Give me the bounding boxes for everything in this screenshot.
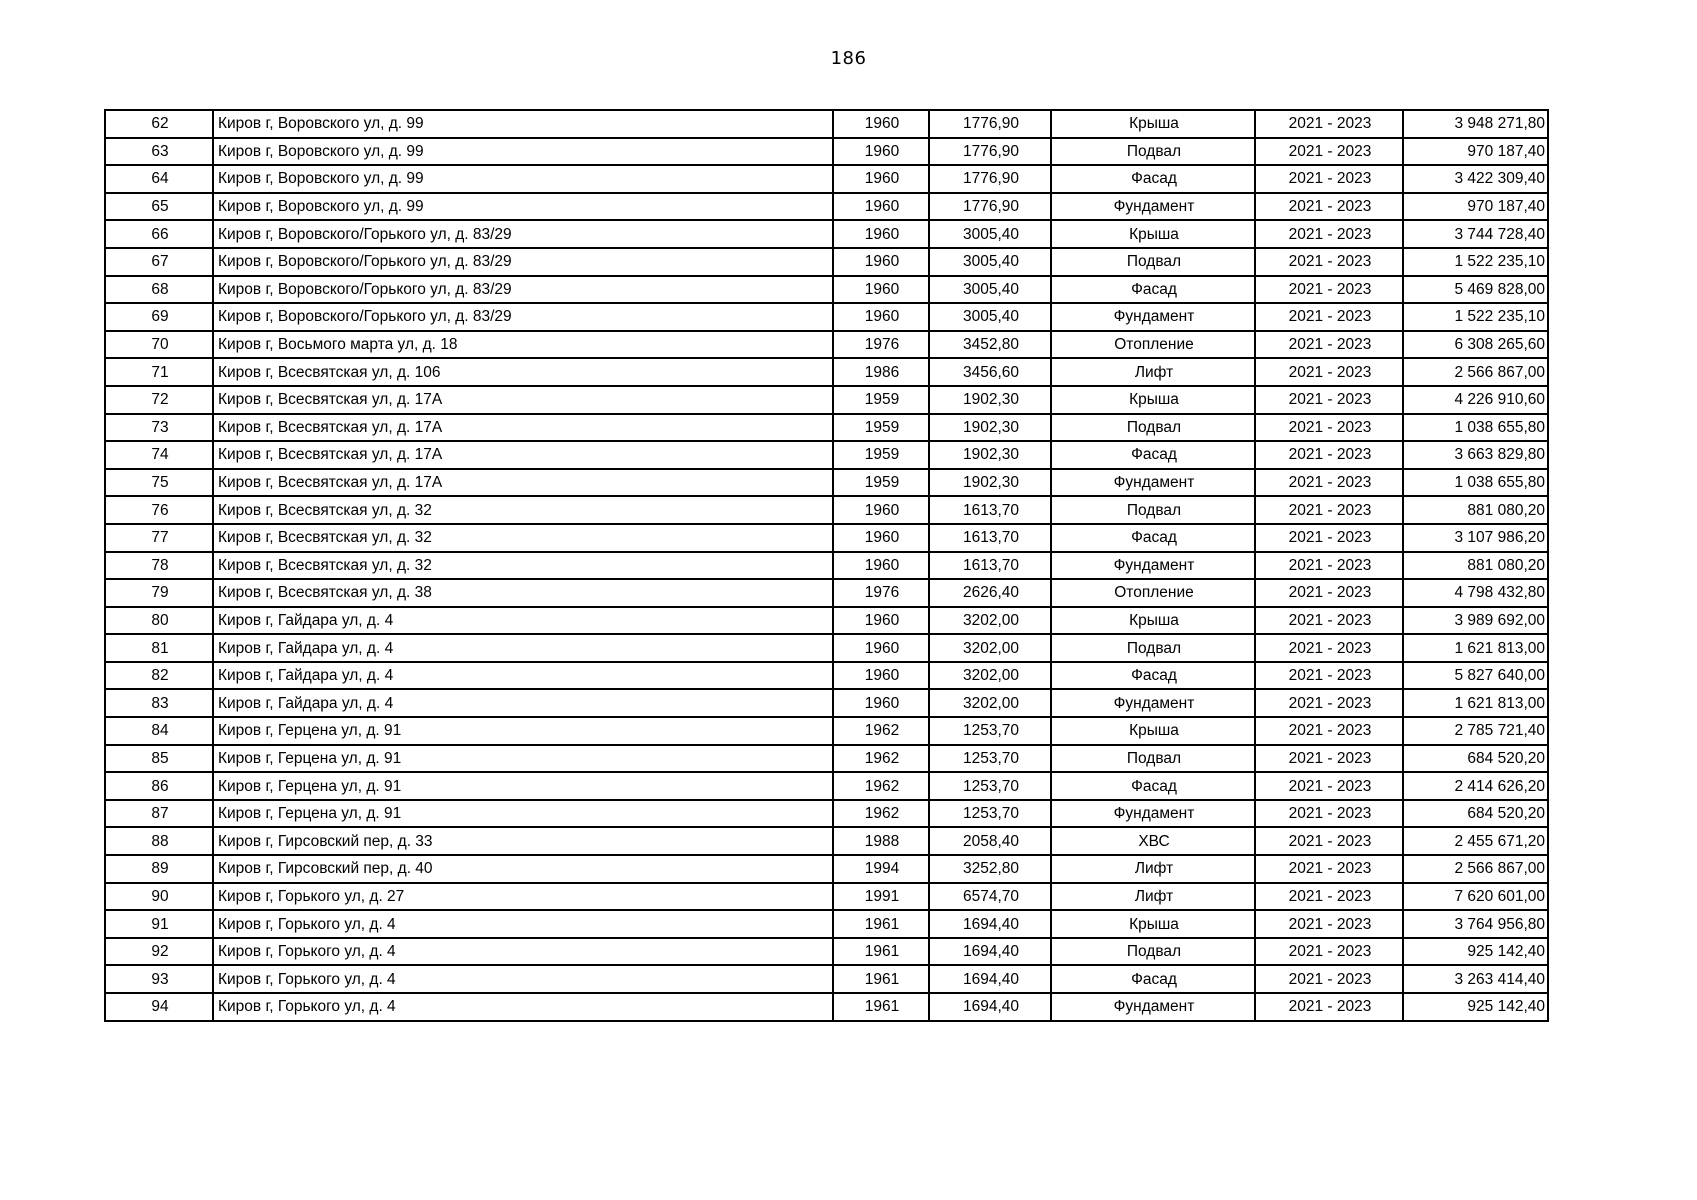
build-year-cell: 1994 xyxy=(833,855,929,883)
area-cell: 1694,40 xyxy=(929,910,1051,938)
cost-cell: 4 798 432,80 xyxy=(1403,579,1548,607)
build-year-cell: 1960 xyxy=(833,689,929,717)
period-cell: 2021 - 2023 xyxy=(1255,800,1403,828)
row-number-cell: 69 xyxy=(105,303,213,331)
period-cell: 2021 - 2023 xyxy=(1255,331,1403,359)
area-cell: 1776,90 xyxy=(929,193,1051,221)
table-row xyxy=(105,579,1548,607)
period-cell: 2021 - 2023 xyxy=(1255,276,1403,304)
row-number-cell: 72 xyxy=(105,386,213,414)
period-cell: 2021 - 2023 xyxy=(1255,634,1403,662)
address-cell: Киров г, Гирсовский пер, д. 33 xyxy=(213,827,833,855)
period-cell: 2021 - 2023 xyxy=(1255,469,1403,497)
row-number-cell: 63 xyxy=(105,138,213,166)
address-cell: Киров г, Воровского/Горького ул, д. 83/29 xyxy=(213,220,833,248)
area-cell: 1613,70 xyxy=(929,524,1051,552)
table-row xyxy=(105,855,1548,883)
work-type-cell: Фасад xyxy=(1051,524,1255,552)
table-row xyxy=(105,496,1548,524)
row-number-cell: 83 xyxy=(105,689,213,717)
build-year-cell: 1962 xyxy=(833,800,929,828)
work-type-cell: Фасад xyxy=(1051,165,1255,193)
area-cell: 1776,90 xyxy=(929,110,1051,138)
row-number-cell: 68 xyxy=(105,276,213,304)
row-number-cell: 88 xyxy=(105,827,213,855)
work-type-cell: Крыша xyxy=(1051,910,1255,938)
cost-cell: 925 142,40 xyxy=(1403,938,1548,966)
table-row xyxy=(105,441,1548,469)
address-cell: Киров г, Всесвятская ул, д. 38 xyxy=(213,579,833,607)
work-type-cell: Подвал xyxy=(1051,414,1255,442)
cost-cell: 684 520,20 xyxy=(1403,800,1548,828)
row-number-cell: 79 xyxy=(105,579,213,607)
area-cell: 1253,70 xyxy=(929,745,1051,773)
table-row xyxy=(105,331,1548,359)
period-cell: 2021 - 2023 xyxy=(1255,165,1403,193)
table-row xyxy=(105,745,1548,773)
build-year-cell: 1960 xyxy=(833,634,929,662)
cost-cell: 4 226 910,60 xyxy=(1403,386,1548,414)
cost-cell: 5 827 640,00 xyxy=(1403,662,1548,690)
build-year-cell: 1962 xyxy=(833,717,929,745)
work-type-cell: Фасад xyxy=(1051,276,1255,304)
cost-cell: 1 522 235,10 xyxy=(1403,248,1548,276)
period-cell: 2021 - 2023 xyxy=(1255,827,1403,855)
row-number-cell: 86 xyxy=(105,772,213,800)
cost-cell: 970 187,40 xyxy=(1403,193,1548,221)
address-cell: Киров г, Всесвятская ул, д. 32 xyxy=(213,552,833,580)
work-type-cell: ХВС xyxy=(1051,827,1255,855)
build-year-cell: 1961 xyxy=(833,993,929,1021)
area-cell: 3005,40 xyxy=(929,248,1051,276)
work-type-cell: Фундамент xyxy=(1051,689,1255,717)
work-type-cell: Лифт xyxy=(1051,358,1255,386)
work-type-cell: Крыша xyxy=(1051,220,1255,248)
area-cell: 1902,30 xyxy=(929,414,1051,442)
table-row xyxy=(105,276,1548,304)
area-cell: 3202,00 xyxy=(929,607,1051,635)
address-cell: Киров г, Гирсовский пер, д. 40 xyxy=(213,855,833,883)
row-number-cell: 89 xyxy=(105,855,213,883)
row-number-cell: 66 xyxy=(105,220,213,248)
address-cell: Киров г, Горького ул, д. 27 xyxy=(213,883,833,911)
address-cell: Киров г, Воровского ул, д. 99 xyxy=(213,110,833,138)
build-year-cell: 1959 xyxy=(833,414,929,442)
row-number-cell: 75 xyxy=(105,469,213,497)
area-cell: 1776,90 xyxy=(929,138,1051,166)
address-cell: Киров г, Горького ул, д. 4 xyxy=(213,965,833,993)
table-row xyxy=(105,689,1548,717)
address-cell: Киров г, Воровского ул, д. 99 xyxy=(213,138,833,166)
address-cell: Киров г, Всесвятская ул, д. 32 xyxy=(213,496,833,524)
build-year-cell: 1960 xyxy=(833,220,929,248)
table-row xyxy=(105,938,1548,966)
area-cell: 6574,70 xyxy=(929,883,1051,911)
table-row xyxy=(105,248,1548,276)
cost-cell: 2 785 721,40 xyxy=(1403,717,1548,745)
period-cell: 2021 - 2023 xyxy=(1255,855,1403,883)
address-cell: Киров г, Всесвятская ул, д. 106 xyxy=(213,358,833,386)
area-cell: 1902,30 xyxy=(929,469,1051,497)
period-cell: 2021 - 2023 xyxy=(1255,993,1403,1021)
period-cell: 2021 - 2023 xyxy=(1255,938,1403,966)
work-type-cell: Подвал xyxy=(1051,634,1255,662)
row-number-cell: 71 xyxy=(105,358,213,386)
address-cell: Киров г, Воровского/Горького ул, д. 83/29 xyxy=(213,303,833,331)
area-cell: 1613,70 xyxy=(929,496,1051,524)
address-cell: Киров г, Герцена ул, д. 91 xyxy=(213,717,833,745)
cost-cell: 3 107 986,20 xyxy=(1403,524,1548,552)
work-type-cell: Подвал xyxy=(1051,938,1255,966)
work-type-cell: Отопление xyxy=(1051,331,1255,359)
work-type-cell: Фундамент xyxy=(1051,993,1255,1021)
period-cell: 2021 - 2023 xyxy=(1255,193,1403,221)
area-cell: 1694,40 xyxy=(929,965,1051,993)
work-type-cell: Фундамент xyxy=(1051,552,1255,580)
row-number-cell: 90 xyxy=(105,883,213,911)
address-cell: Киров г, Всесвятская ул, д. 17А xyxy=(213,469,833,497)
cost-cell: 2 455 671,20 xyxy=(1403,827,1548,855)
row-number-cell: 74 xyxy=(105,441,213,469)
row-number-cell: 92 xyxy=(105,938,213,966)
address-cell: Киров г, Всесвятская ул, д. 17А xyxy=(213,414,833,442)
area-cell: 3005,40 xyxy=(929,303,1051,331)
row-number-cell: 73 xyxy=(105,414,213,442)
table-row xyxy=(105,772,1548,800)
area-cell: 1253,70 xyxy=(929,717,1051,745)
build-year-cell: 1988 xyxy=(833,827,929,855)
build-year-cell: 1960 xyxy=(833,607,929,635)
cost-cell: 1 038 655,80 xyxy=(1403,414,1548,442)
work-type-cell: Крыша xyxy=(1051,717,1255,745)
table-row xyxy=(105,800,1548,828)
cost-cell: 970 187,40 xyxy=(1403,138,1548,166)
cost-cell: 5 469 828,00 xyxy=(1403,276,1548,304)
work-type-cell: Фундамент xyxy=(1051,193,1255,221)
address-cell: Киров г, Воровского ул, д. 99 xyxy=(213,193,833,221)
period-cell: 2021 - 2023 xyxy=(1255,772,1403,800)
area-cell: 3452,80 xyxy=(929,331,1051,359)
cost-cell: 1 522 235,10 xyxy=(1403,303,1548,331)
cost-cell: 1 621 813,00 xyxy=(1403,634,1548,662)
build-year-cell: 1960 xyxy=(833,276,929,304)
page-number: 186 xyxy=(830,48,867,69)
period-cell: 2021 - 2023 xyxy=(1255,607,1403,635)
period-cell: 2021 - 2023 xyxy=(1255,910,1403,938)
row-number-cell: 91 xyxy=(105,910,213,938)
cost-cell: 2 414 626,20 xyxy=(1403,772,1548,800)
address-cell: Киров г, Гайдара ул, д. 4 xyxy=(213,607,833,635)
address-cell: Киров г, Всесвятская ул, д. 17А xyxy=(213,386,833,414)
cost-cell: 925 142,40 xyxy=(1403,993,1548,1021)
row-number-cell: 82 xyxy=(105,662,213,690)
area-cell: 3456,60 xyxy=(929,358,1051,386)
address-cell: Киров г, Горького ул, д. 4 xyxy=(213,993,833,1021)
table-row xyxy=(105,414,1548,442)
build-year-cell: 1960 xyxy=(833,248,929,276)
area-cell: 1902,30 xyxy=(929,441,1051,469)
cost-cell: 684 520,20 xyxy=(1403,745,1548,773)
build-year-cell: 1959 xyxy=(833,469,929,497)
row-number-cell: 94 xyxy=(105,993,213,1021)
build-year-cell: 1961 xyxy=(833,910,929,938)
row-number-cell: 77 xyxy=(105,524,213,552)
table-row xyxy=(105,883,1548,911)
table-row xyxy=(105,386,1548,414)
area-cell: 1253,70 xyxy=(929,772,1051,800)
period-cell: 2021 - 2023 xyxy=(1255,689,1403,717)
row-number-cell: 84 xyxy=(105,717,213,745)
period-cell: 2021 - 2023 xyxy=(1255,552,1403,580)
build-year-cell: 1960 xyxy=(833,193,929,221)
period-cell: 2021 - 2023 xyxy=(1255,579,1403,607)
address-cell: Киров г, Восьмого марта ул, д. 18 xyxy=(213,331,833,359)
period-cell: 2021 - 2023 xyxy=(1255,496,1403,524)
table-row xyxy=(105,827,1548,855)
area-cell: 3202,00 xyxy=(929,662,1051,690)
table-row xyxy=(105,165,1548,193)
row-number-cell: 67 xyxy=(105,248,213,276)
build-year-cell: 1991 xyxy=(833,883,929,911)
area-cell: 1613,70 xyxy=(929,552,1051,580)
table-row xyxy=(105,910,1548,938)
work-type-cell: Подвал xyxy=(1051,138,1255,166)
table-row xyxy=(105,220,1548,248)
row-number-cell: 80 xyxy=(105,607,213,635)
area-cell: 1694,40 xyxy=(929,938,1051,966)
row-number-cell: 76 xyxy=(105,496,213,524)
cost-cell: 2 566 867,00 xyxy=(1403,855,1548,883)
address-cell: Киров г, Горького ул, д. 4 xyxy=(213,938,833,966)
work-type-cell: Фасад xyxy=(1051,662,1255,690)
address-cell: Киров г, Гайдара ул, д. 4 xyxy=(213,662,833,690)
build-year-cell: 1961 xyxy=(833,938,929,966)
period-cell: 2021 - 2023 xyxy=(1255,965,1403,993)
period-cell: 2021 - 2023 xyxy=(1255,441,1403,469)
cost-cell: 3 663 829,80 xyxy=(1403,441,1548,469)
cost-cell: 1 621 813,00 xyxy=(1403,689,1548,717)
table-row xyxy=(105,965,1548,993)
table-row xyxy=(105,634,1548,662)
period-cell: 2021 - 2023 xyxy=(1255,303,1403,331)
table-row xyxy=(105,662,1548,690)
work-type-cell: Фундамент xyxy=(1051,303,1255,331)
work-type-cell: Крыша xyxy=(1051,386,1255,414)
table-row xyxy=(105,469,1548,497)
cost-cell: 7 620 601,00 xyxy=(1403,883,1548,911)
table-row xyxy=(105,993,1548,1021)
work-type-cell: Подвал xyxy=(1051,745,1255,773)
work-type-cell: Лифт xyxy=(1051,883,1255,911)
row-number-cell: 85 xyxy=(105,745,213,773)
table-row xyxy=(105,607,1548,635)
table-row xyxy=(105,138,1548,166)
address-cell: Киров г, Горького ул, д. 4 xyxy=(213,910,833,938)
address-cell: Киров г, Герцена ул, д. 91 xyxy=(213,745,833,773)
area-cell: 1776,90 xyxy=(929,165,1051,193)
area-cell: 2058,40 xyxy=(929,827,1051,855)
table-row xyxy=(105,303,1548,331)
work-type-cell: Фундамент xyxy=(1051,800,1255,828)
build-year-cell: 1960 xyxy=(833,110,929,138)
cost-cell: 6 308 265,60 xyxy=(1403,331,1548,359)
period-cell: 2021 - 2023 xyxy=(1255,717,1403,745)
work-type-cell: Крыша xyxy=(1051,607,1255,635)
row-number-cell: 87 xyxy=(105,800,213,828)
table-row xyxy=(105,552,1548,580)
work-type-cell: Фасад xyxy=(1051,441,1255,469)
cost-cell: 881 080,20 xyxy=(1403,552,1548,580)
row-number-cell: 64 xyxy=(105,165,213,193)
period-cell: 2021 - 2023 xyxy=(1255,220,1403,248)
period-cell: 2021 - 2023 xyxy=(1255,662,1403,690)
period-cell: 2021 - 2023 xyxy=(1255,138,1403,166)
build-year-cell: 1959 xyxy=(833,386,929,414)
row-number-cell: 78 xyxy=(105,552,213,580)
row-number-cell: 62 xyxy=(105,110,213,138)
row-number-cell: 65 xyxy=(105,193,213,221)
cost-cell: 881 080,20 xyxy=(1403,496,1548,524)
area-cell: 1902,30 xyxy=(929,386,1051,414)
build-year-cell: 1960 xyxy=(833,165,929,193)
period-cell: 2021 - 2023 xyxy=(1255,386,1403,414)
build-year-cell: 1960 xyxy=(833,138,929,166)
row-number-cell: 70 xyxy=(105,331,213,359)
address-cell: Киров г, Гайдара ул, д. 4 xyxy=(213,689,833,717)
period-cell: 2021 - 2023 xyxy=(1255,524,1403,552)
build-year-cell: 1976 xyxy=(833,331,929,359)
address-cell: Киров г, Всесвятская ул, д. 32 xyxy=(213,524,833,552)
address-cell: Киров г, Воровского/Горького ул, д. 83/29 xyxy=(213,276,833,304)
period-cell: 2021 - 2023 xyxy=(1255,110,1403,138)
repair-schedule-table xyxy=(104,109,1549,1022)
address-cell: Киров г, Воровского/Горького ул, д. 83/29 xyxy=(213,248,833,276)
period-cell: 2021 - 2023 xyxy=(1255,745,1403,773)
work-type-cell: Фасад xyxy=(1051,772,1255,800)
table-row xyxy=(105,524,1548,552)
address-cell: Киров г, Воровского ул, д. 99 xyxy=(213,165,833,193)
row-number-cell: 81 xyxy=(105,634,213,662)
address-cell: Киров г, Гайдара ул, д. 4 xyxy=(213,634,833,662)
period-cell: 2021 - 2023 xyxy=(1255,414,1403,442)
area-cell: 3005,40 xyxy=(929,276,1051,304)
area-cell: 3202,00 xyxy=(929,689,1051,717)
build-year-cell: 1976 xyxy=(833,579,929,607)
work-type-cell: Крыша xyxy=(1051,110,1255,138)
build-year-cell: 1960 xyxy=(833,303,929,331)
work-type-cell: Отопление xyxy=(1051,579,1255,607)
work-type-cell: Подвал xyxy=(1051,248,1255,276)
build-year-cell: 1960 xyxy=(833,662,929,690)
cost-cell: 3 263 414,40 xyxy=(1403,965,1548,993)
cost-cell: 3 422 309,40 xyxy=(1403,165,1548,193)
row-number-cell: 93 xyxy=(105,965,213,993)
cost-cell: 3 764 956,80 xyxy=(1403,910,1548,938)
area-cell: 3202,00 xyxy=(929,634,1051,662)
build-year-cell: 1962 xyxy=(833,772,929,800)
area-cell: 2626,40 xyxy=(929,579,1051,607)
period-cell: 2021 - 2023 xyxy=(1255,358,1403,386)
work-type-cell: Лифт xyxy=(1051,855,1255,883)
area-cell: 3252,80 xyxy=(929,855,1051,883)
table-body xyxy=(105,110,1548,1021)
build-year-cell: 1962 xyxy=(833,745,929,773)
build-year-cell: 1960 xyxy=(833,552,929,580)
build-year-cell: 1960 xyxy=(833,524,929,552)
cost-cell: 2 566 867,00 xyxy=(1403,358,1548,386)
table-row xyxy=(105,193,1548,221)
address-cell: Киров г, Герцена ул, д. 91 xyxy=(213,800,833,828)
cost-cell: 3 948 271,80 xyxy=(1403,110,1548,138)
build-year-cell: 1959 xyxy=(833,441,929,469)
address-cell: Киров г, Всесвятская ул, д. 17А xyxy=(213,441,833,469)
period-cell: 2021 - 2023 xyxy=(1255,248,1403,276)
cost-cell: 3 744 728,40 xyxy=(1403,220,1548,248)
work-type-cell: Фасад xyxy=(1051,965,1255,993)
work-type-cell: Подвал xyxy=(1051,496,1255,524)
period-cell: 2021 - 2023 xyxy=(1255,883,1403,911)
cost-cell: 1 038 655,80 xyxy=(1403,469,1548,497)
table-row xyxy=(105,717,1548,745)
table-row xyxy=(105,358,1548,386)
area-cell: 1253,70 xyxy=(929,800,1051,828)
build-year-cell: 1960 xyxy=(833,496,929,524)
area-cell: 1694,40 xyxy=(929,993,1051,1021)
build-year-cell: 1961 xyxy=(833,965,929,993)
address-cell: Киров г, Герцена ул, д. 91 xyxy=(213,772,833,800)
work-type-cell: Фундамент xyxy=(1051,469,1255,497)
cost-cell: 3 989 692,00 xyxy=(1403,607,1548,635)
build-year-cell: 1986 xyxy=(833,358,929,386)
table-row xyxy=(105,110,1548,138)
area-cell: 3005,40 xyxy=(929,220,1051,248)
